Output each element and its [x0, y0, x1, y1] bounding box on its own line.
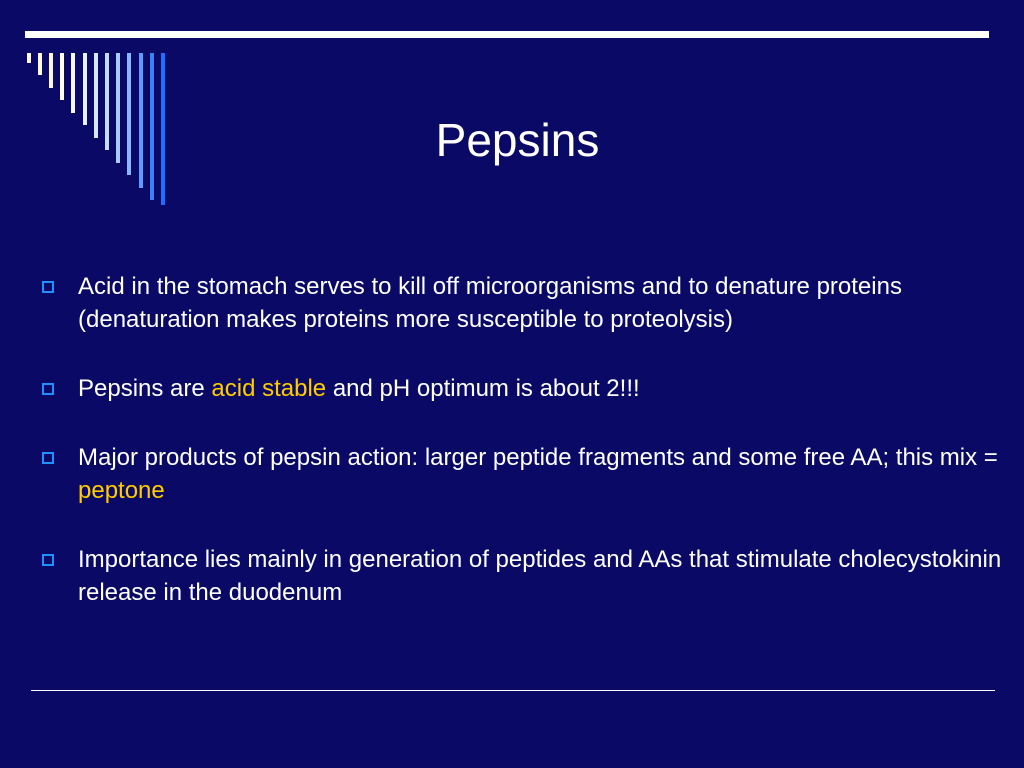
stripe	[60, 53, 64, 100]
bullet-item	[42, 270, 1002, 336]
stripe	[150, 53, 154, 200]
highlighted-term: peptone	[78, 477, 165, 504]
stripe	[105, 53, 109, 150]
stripe	[127, 53, 131, 175]
bullet-list	[42, 270, 1002, 645]
stripe	[71, 53, 75, 113]
slide-title: Pepsins	[435, 114, 600, 166]
stripe	[94, 53, 98, 138]
bottom-rule	[31, 690, 995, 691]
stripe	[27, 53, 31, 63]
stripe	[49, 53, 53, 88]
hollow-square-bullet-icon	[42, 281, 54, 293]
hollow-square-bullet-icon	[42, 452, 54, 464]
stripe	[38, 53, 42, 75]
bullet-text: Importance lies mainly in generation of peptides and AAs that stimulate cholecystokinin release in the duodenum	[78, 546, 1002, 606]
bullet-text: Acid in the stomach serves to kill off microorganisms and to denature proteins (denaturation makes proteins more susceptible to proteolysis)	[78, 273, 902, 333]
bullet-item	[42, 441, 1002, 507]
bullet-text: Pepsins are	[78, 375, 212, 402]
bullet-item	[42, 543, 1002, 609]
stripe	[139, 53, 143, 188]
stripe	[116, 53, 120, 163]
bullet-text: and pH optimum is about 2!!!	[326, 375, 640, 402]
vertical-stripes-decoration	[0, 0, 180, 220]
bullet-item	[42, 372, 1002, 405]
hollow-square-bullet-icon	[42, 554, 54, 566]
highlighted-term: acid stable	[211, 375, 327, 402]
stripe	[83, 53, 87, 125]
bullet-text: Major products of pepsin action: larger peptide fragments and some free AA; this mix =	[78, 444, 998, 471]
hollow-square-bullet-icon	[42, 383, 54, 395]
stripe	[161, 53, 165, 205]
